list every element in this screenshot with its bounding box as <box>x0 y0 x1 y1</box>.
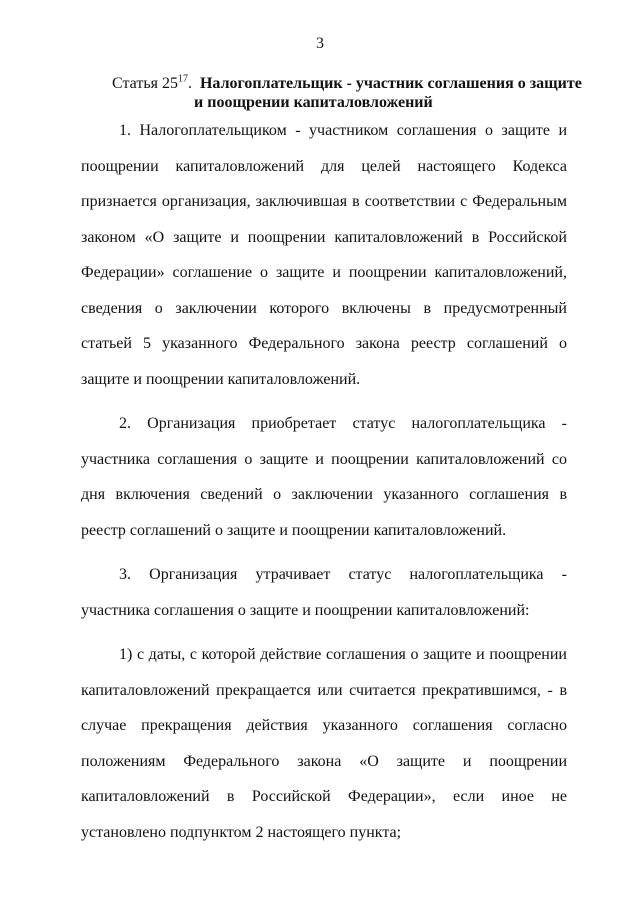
page-number: 3 <box>316 35 324 52</box>
paragraph-3: 3. Организация утрачивает статус налогоплательщика - участника соглашения о защите и поощрении капиталовложений: <box>81 566 567 619</box>
paragraph-2: 2. Организация приобретает статус налогоплательщика - участника соглашения о защите и поощрении капиталовложений со дня включения сведений о заключении указанного соглашения в реестр соглашений о защите и поощрении капиталовложений. <box>81 415 567 539</box>
article-title-line-1: Налогоплательщик - участник соглашения о защите <box>199 75 582 92</box>
article-suffix: . <box>187 75 192 92</box>
article-title-line-2: и поощрении капиталовложений <box>194 94 433 111</box>
article-body <box>81 113 567 850</box>
article-superscript: 17 <box>177 73 188 85</box>
paragraph-3-subitem-1: 1) с даты, с которой действие соглашения о защите и поощрении капиталовложений прекращается или считается прекратившимся, - в случае прекращения действия указанного соглашения согласно положениям Федерального закона «О защите и поощрении капиталовложений в Российской Федерации», если иное не установлено подпунктом 2 настоящего пункта; <box>81 646 567 841</box>
paragraph-1: 1. Налогоплательщиком - участником соглашения о защите и поощрении капиталовложений для целей настоящего Кодекса признается организация, заключившая в соответствии с Федеральным законом «О защите и поощрении капиталовложений в Российской Федерации» соглашение о защите и поощрении капиталовложений, сведения о заключении которого включены в предусмотренный статьей 5 указанного Федерального закона реестр соглашений о защите и поощрении капиталовложений. <box>81 122 567 388</box>
article-number <box>112 75 192 92</box>
article-heading <box>112 74 582 112</box>
article-prefix: Статья 25 <box>112 75 178 92</box>
